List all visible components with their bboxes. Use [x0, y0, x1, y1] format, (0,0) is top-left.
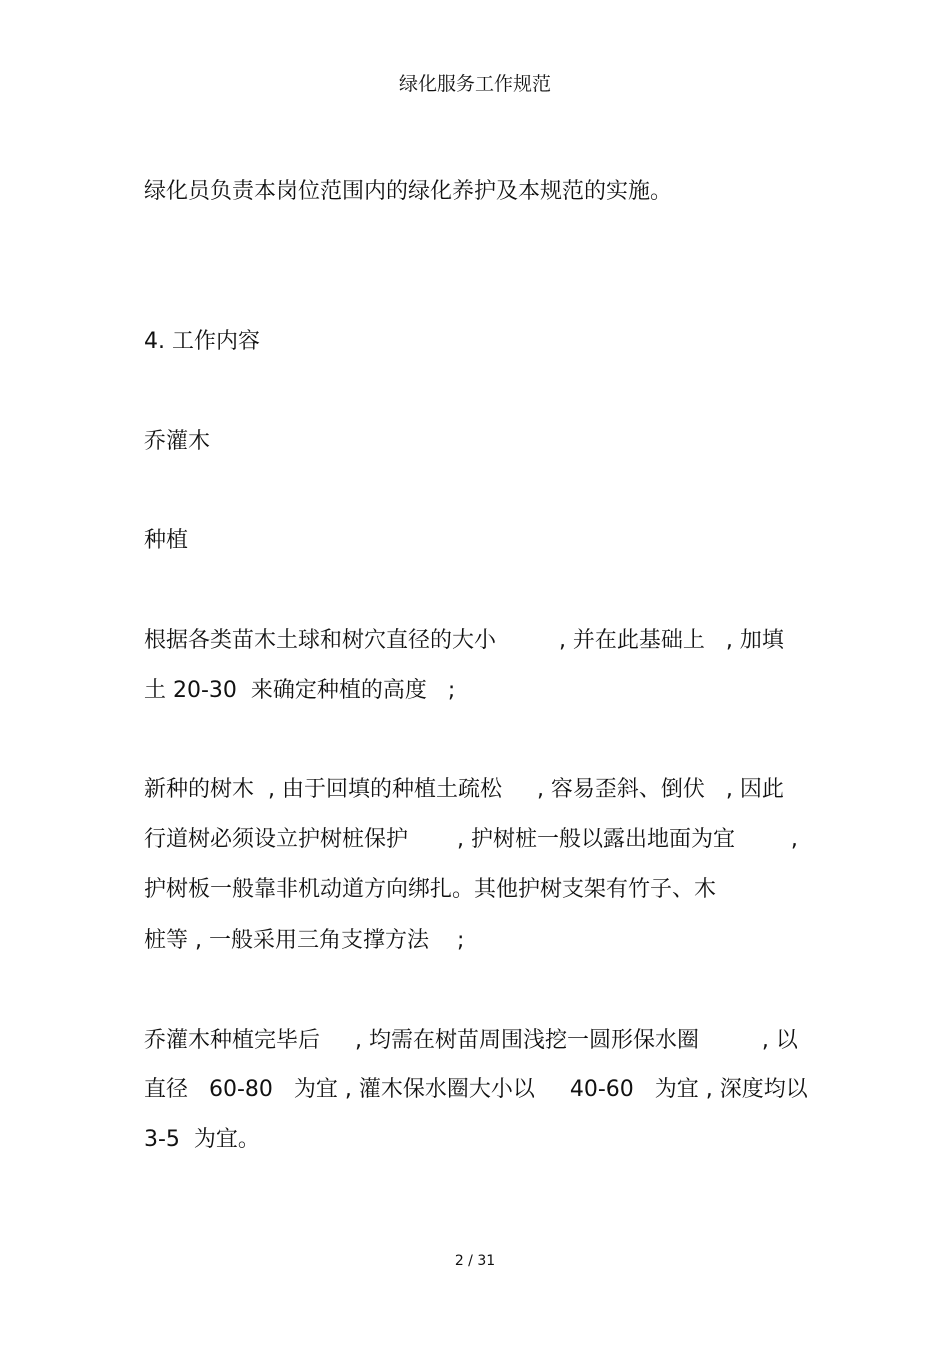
- subsection-heading: 种植: [144, 528, 189, 553]
- page-header-title: 绿化服务工作规范: [398, 73, 551, 95]
- body-text-line: 新种的树木 , 由于回填的种植土疏松 , 容易歪斜、倒伏 , 因此: [144, 777, 784, 802]
- body-text-line: 3-5 为宜。: [144, 1127, 260, 1152]
- body-text-line: 绿化员负责本岗位范围内的绿化养护及本规范的实施。: [144, 179, 673, 204]
- body-text-line: 行道树必须设立护树桩保护 , 护树桩一般以露出地面为宜 ,: [144, 827, 798, 852]
- body-text-line: 根据各类苗木土球和树穴直径的大小 , 并在此基础上 , 加填: [144, 628, 784, 653]
- page-number: 2 / 31: [454, 1253, 496, 1269]
- body-text-line: 桩等 , 一般采用三角支撑方法 ;: [144, 928, 465, 953]
- subsection-heading: 乔灌木: [144, 429, 211, 454]
- body-text-line: 土 20-30 来确定种植的高度 ;: [144, 678, 456, 703]
- body-text-line: 乔灌木种植完毕后 , 均需在树苗周围浅挖一圆形保水圈 , 以: [144, 1028, 798, 1053]
- body-text-line: 护树板一般靠非机动道方向绑扎。其他护树支架有竹子、木: [144, 877, 717, 902]
- body-text-line: 直径 60-80 为宜 , 灌木保水圈大小以 40-60 为宜 , 深度均以: [144, 1077, 808, 1102]
- section-heading: 4. 工作内容: [144, 329, 260, 354]
